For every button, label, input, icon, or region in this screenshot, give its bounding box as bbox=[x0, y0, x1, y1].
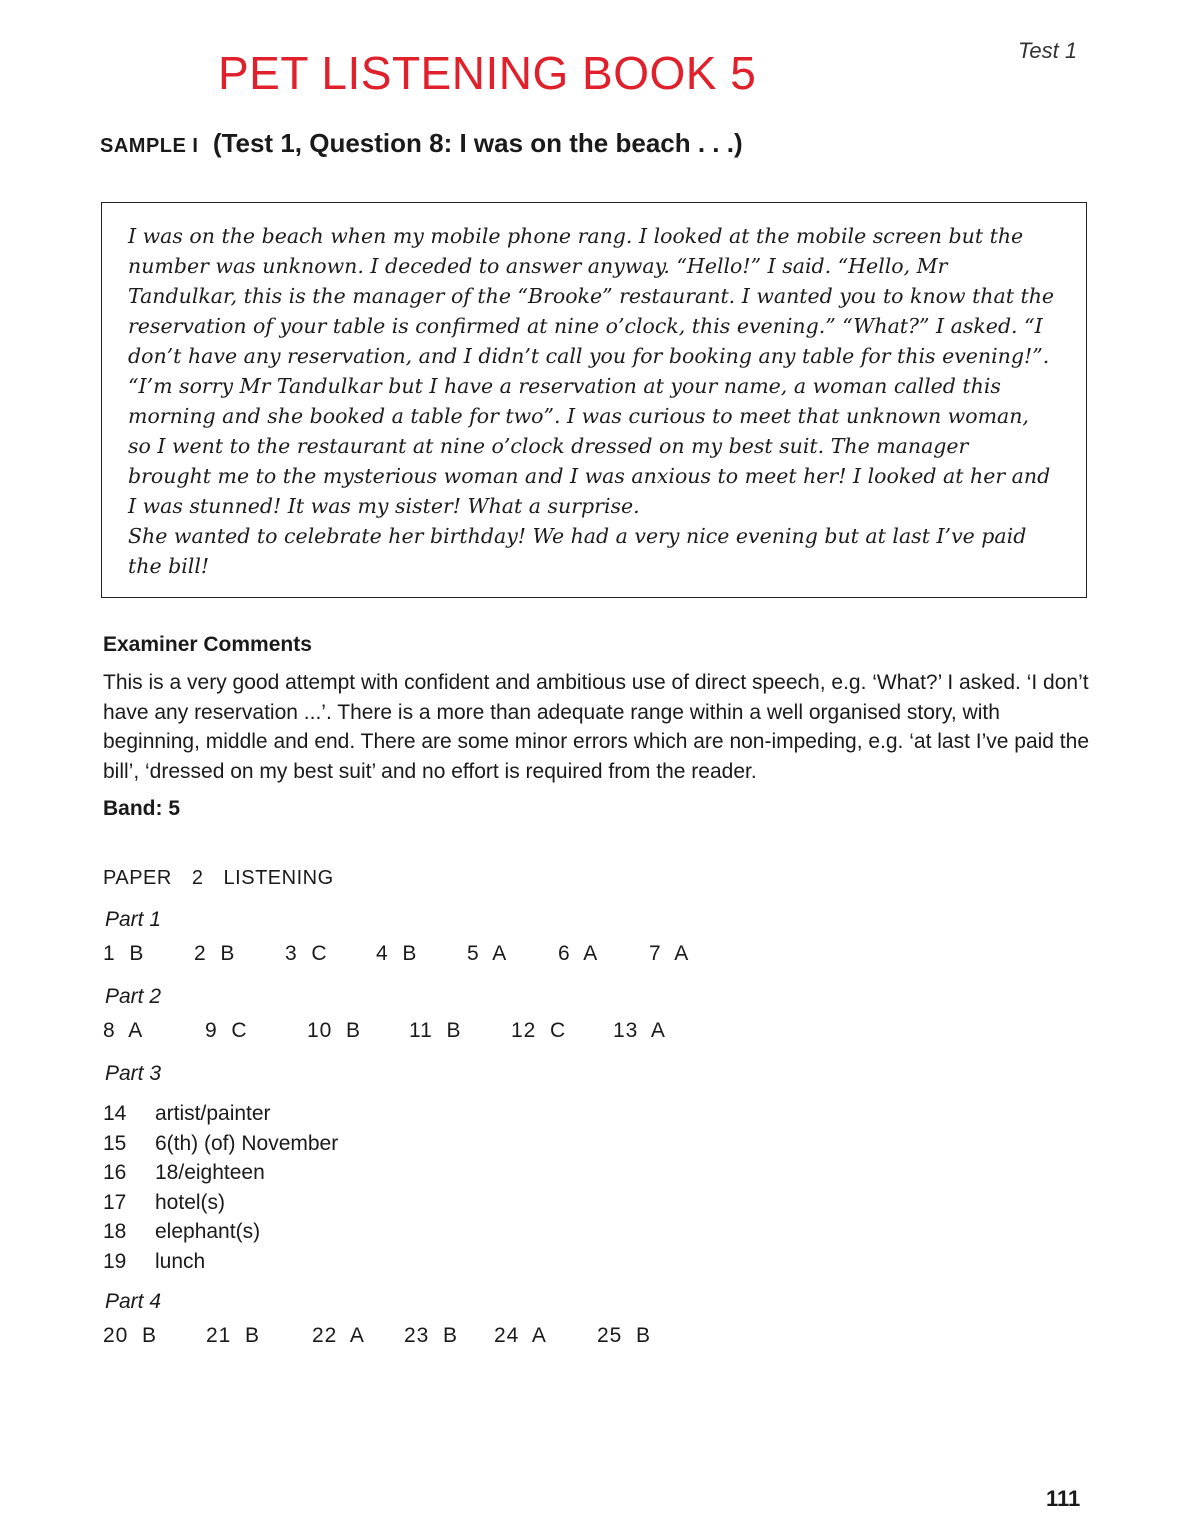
answer-number: 15 bbox=[103, 1131, 127, 1155]
answer-item: 4 B bbox=[376, 942, 418, 965]
answer-item: 22 A bbox=[312, 1324, 365, 1347]
essay-text: I was on the beach when my mobile phone rang. I looked at the mobile screen but the number was unknown. I deceded to answer anyway. “Hello!” I said. “Hello, Mr Tandulkar, this is the manager of the “Brooke” restaurant. I wanted you to know that the reservation of your table is confirmed at nine o’clock, this evening.” “What?” I asked. “I don’t have any reservation, and I didn’t call you for booking any table for this evening!”. “I’m sorry Mr Tandulkar but I have a reservation at your name, a woman called this morning and she booked a table for two”. I was curious to meet that unknown woman, so I went to the restaurant at nine o’clock dressed on my best suit. The manager brought me to the mysterious woman and I was anxious to meet her! I looked at her and I was stunned! It was my sister! What a surprise. She wanted to celebrate her birthday! We had a very nice evening but at last I’ve paid the bill! bbox=[128, 224, 1055, 578]
answer-item: 25 B bbox=[597, 1324, 652, 1347]
list-item bbox=[103, 1247, 338, 1277]
answer-number: 17 bbox=[103, 1190, 127, 1214]
answer-text: lunch bbox=[155, 1249, 206, 1273]
list-item bbox=[103, 1099, 338, 1129]
paper-title: PAPER 2 LISTENING bbox=[103, 867, 334, 889]
answer-item: 1 B bbox=[103, 942, 145, 965]
answer-item: 11 B bbox=[409, 1019, 462, 1042]
answer-item: 10 B bbox=[307, 1019, 362, 1042]
answer-number: 16 bbox=[103, 1161, 127, 1185]
essay-box bbox=[101, 202, 1087, 598]
band-score: Band: 5 bbox=[103, 797, 181, 820]
part2-answers bbox=[103, 1019, 715, 1043]
answer-item: 7 A bbox=[649, 942, 690, 965]
answer-number: 19 bbox=[103, 1249, 127, 1273]
answer-item: 24 A bbox=[494, 1324, 547, 1347]
sample-label: SAMPLE I bbox=[100, 135, 199, 157]
sample-question-title: (Test 1, Question 8: I was on the beach . . .) bbox=[212, 128, 743, 158]
answer-text: 18/eighteen bbox=[155, 1161, 265, 1185]
answer-item: 8 A bbox=[103, 1019, 144, 1042]
list-item bbox=[103, 1188, 338, 1218]
answer-text: artist/painter bbox=[155, 1102, 271, 1125]
answer-item: 9 C bbox=[205, 1019, 248, 1042]
answer-item: 13 A bbox=[613, 1019, 666, 1042]
part3-label: Part 3 bbox=[105, 1062, 162, 1085]
answer-item: 6 A bbox=[558, 942, 599, 965]
answer-item: 23 B bbox=[404, 1324, 459, 1347]
test-label: Test 1 bbox=[1018, 38, 1078, 63]
list-item bbox=[103, 1217, 338, 1247]
answer-text: 6(th) (of) November bbox=[155, 1131, 339, 1155]
answer-item: 21 B bbox=[206, 1324, 261, 1347]
part3-answers bbox=[103, 1099, 338, 1277]
part4-label: Part 4 bbox=[105, 1290, 162, 1313]
answer-item: 5 A bbox=[467, 942, 508, 965]
sample-heading bbox=[100, 128, 743, 159]
answer-text: elephant(s) bbox=[155, 1220, 261, 1244]
page-number: 111 bbox=[1046, 1486, 1081, 1511]
answer-text: hotel(s) bbox=[155, 1190, 226, 1214]
answer-item: 12 C bbox=[511, 1019, 567, 1042]
answer-number: 18 bbox=[103, 1220, 127, 1244]
book-title: PET LISTENING BOOK 5 bbox=[218, 47, 757, 99]
list-item bbox=[103, 1158, 338, 1188]
part1-label: Part 1 bbox=[105, 908, 162, 931]
list-item bbox=[103, 1129, 338, 1159]
examiner-comments-text: This is a very good attempt with confident and ambitious use of direct speech, e.g. ‘What?’ I asked. ‘I don’t have any reservation ...’. There is a more than adequate range within a well organised story, with beginning, middle and end. There are some minor errors which are non-impeding, e.g. ‘at last I’ve paid the bill’, ‘dressed on my best suit’ and no effort is required from the reader. bbox=[103, 671, 1089, 783]
answer-item: 2 B bbox=[194, 942, 236, 965]
answer-item: 3 C bbox=[285, 942, 328, 965]
part2-label: Part 2 bbox=[105, 985, 162, 1008]
examiner-comments-heading: Examiner Comments bbox=[103, 633, 312, 656]
answer-item: 20 B bbox=[103, 1324, 158, 1347]
answer-number: 14 bbox=[103, 1102, 127, 1125]
part1-answers bbox=[103, 942, 740, 966]
part4-answers bbox=[103, 1324, 700, 1348]
